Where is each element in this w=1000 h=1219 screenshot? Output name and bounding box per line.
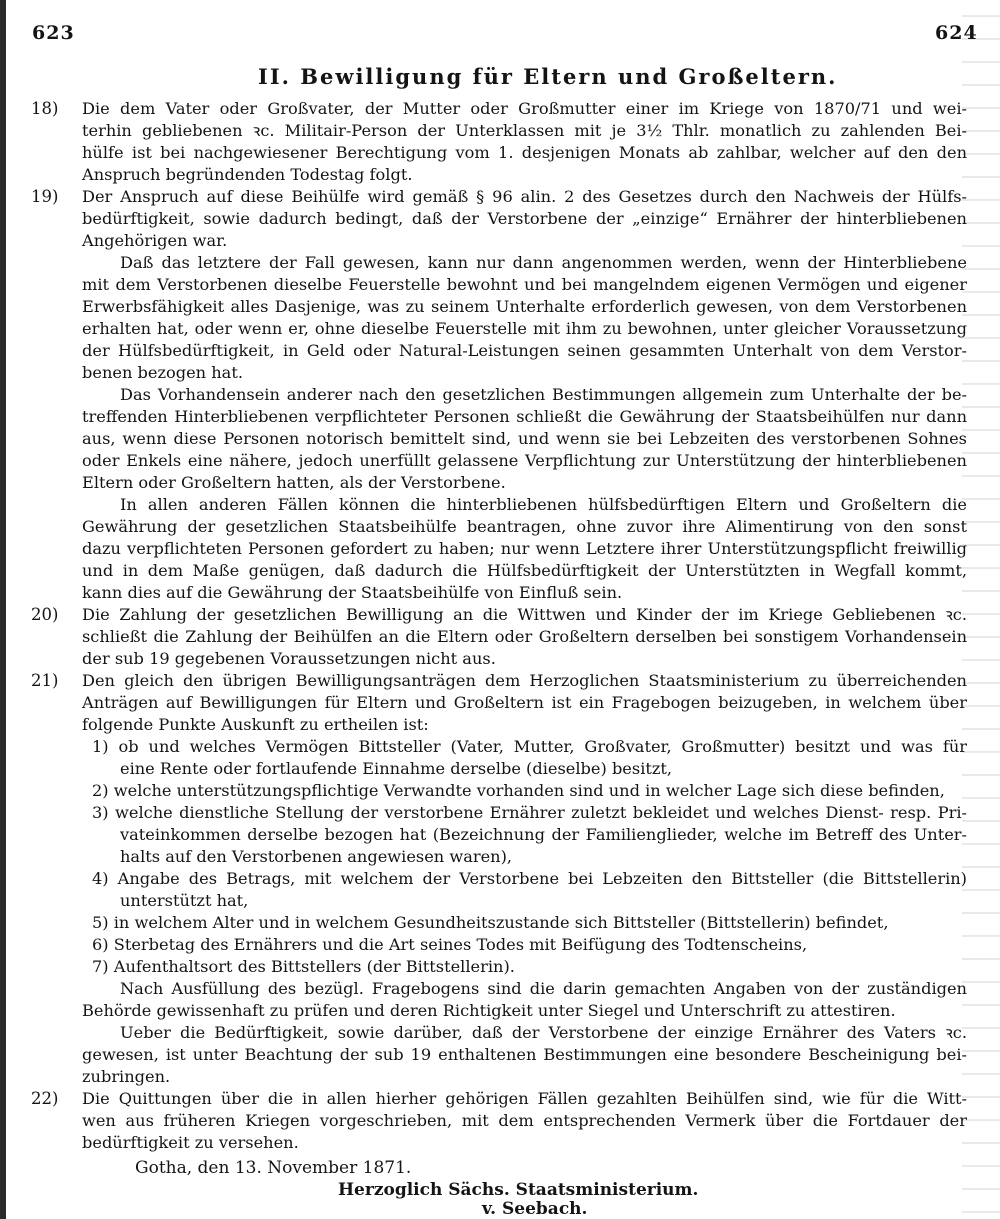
list-item: unterstützt hat, [120, 891, 249, 910]
text-line: aus, wenn diese Personen notorisch bemittelt sind, und wenn sie bei Lebzeiten des verstorbenen Sohnes [82, 429, 967, 448]
list-item: 6) Sterbetag des Ernährers und die Art seines Todes mit Beifügung des Todtenscheins, [92, 935, 808, 954]
text-line: Nach Ausfüllung des bezügl. Fragebogens sind die darin gemachten Angaben von der zuständigen [120, 979, 967, 998]
text-line: Die Quittungen über die in allen hierher gehörigen Fällen gezahlten Beihülfen sind, wie für die Witt- [82, 1089, 967, 1108]
text-line: gewesen, ist unter Beachtung der sub 19 enthaltenen Bestimmungen eine besondere Bescheinigung bei- [82, 1045, 967, 1064]
text-line: Erwerbsfähigkeit alles Dasjenige, was zu seinem Unterhalte erforderlich gewesen, von dem Verstorbenen [82, 297, 967, 316]
text-line: Den gleich den übrigen Bewilligungsanträgen dem Herzoglichen Staatsministerium zu überreichenden [82, 671, 967, 690]
text-line: erhalten hat, oder wenn er, ohne dieselbe Feuerstelle mit ihm zu bewohnen, unter gleicher Voraussetzung [82, 319, 967, 338]
list-item: 1) ob und welches Vermögen Bittsteller (Vater, Mutter, Großvater, Großmutter) besitzt und was für [92, 737, 967, 756]
issuing-authority: Herzoglich Sächs. Staatsministerium. [338, 1180, 699, 1200]
text-line: folgende Punkte Auskunft zu ertheilen ist: [82, 715, 429, 734]
list-item: eine Rente oder fortlaufende Einnahme derselbe (dieselbe) besitzt, [120, 759, 673, 778]
section-heading: II. Bewilligung für Eltern und Großeltern. [258, 64, 838, 89]
text-line: Anträgen auf Bewilligungen für Eltern und Großeltern ist ein Fragebogen beizugeben, in welchem über [82, 693, 967, 712]
signature: v. Seebach. [482, 1199, 588, 1219]
text-line: Anspruch begründenden Todestag folgt. [82, 165, 413, 184]
text-line: kann dies auf die Gewährung der Staatsbeihülfe von Einfluß sein. [82, 583, 623, 602]
text-line: Daß das letztere der Fall gewesen, kann nur dann angenommen werden, wenn der Hinterbliebene [120, 253, 967, 272]
text-line: zubringen. [82, 1067, 171, 1086]
text-line: bedürftigkeit, sowie dadurch bedingt, daß der Verstorbene der „einzige“ Ernährer der hinterbliebenen [82, 209, 967, 228]
text-line: Gewährung der gesetzlichen Staatsbeihülfe beantragen, ohne zuvor ihre Alimentirung von den sonst [82, 517, 967, 536]
text-line: und in dem Maße genügen, daß dadurch die Hülfsbedürftigkeit der Unterstützten in Wegfall kommt, [82, 561, 967, 580]
place-date: Gotha, den 13. November 1871. [135, 1158, 412, 1178]
bleed-through [962, 0, 1000, 1219]
text-line: der sub 19 gegebenen Voraussetzungen nicht aus. [82, 649, 496, 668]
text-line: Der Anspruch auf diese Beihülfe wird gemäß § 96 alin. 2 des Gesetzes durch den Nachweis der Hülfs- [82, 187, 967, 206]
paragraph-number: 22) [31, 1089, 59, 1108]
text-line: Ueber die Bedürftigkeit, sowie darüber, daß der Verstorbene der einzige Ernährer des Vaters ꝛc. [120, 1023, 967, 1042]
page-edge [0, 0, 6, 1219]
paragraph-number: 21) [31, 671, 59, 690]
list-item: halts auf den Verstorbenen angewiesen waren), [120, 847, 513, 866]
text-line: Die dem Vater oder Großvater, der Mutter oder Großmutter einer im Kriege von 1870/71 und wei- [82, 99, 967, 118]
text-line: hülfe ist bei nachgewiesener Berechtigung vom 1. desjenigen Monats ab zahlbar, welcher auf den den [82, 143, 967, 162]
list-item: 7) Aufenthaltsort des Bittstellers (der Bittstellerin). [92, 957, 515, 976]
paragraph-number: 18) [31, 99, 59, 118]
text-line: Eltern oder Großeltern hatten, als der Verstorbene. [82, 473, 506, 492]
text-line: Angehörigen war. [82, 231, 228, 250]
text-line: treffenden Hinterbliebenen verpflichteter Personen schließt die Gewährung der Staatsbeihülfen nur dann [82, 407, 967, 426]
text-line: benen bezogen hat. [82, 363, 243, 382]
list-item: 3) welche dienstliche Stellung der verstorbene Ernährer zuletzt bekleidet und welches Dienst- resp. Pri- [92, 803, 967, 822]
text-line: bedürftigkeit zu versehen. [82, 1133, 299, 1152]
list-item: vateinkommen derselbe bezogen hat (Bezeichnung der Familienglieder, welche im Betreff des Unter- [120, 825, 967, 844]
paragraph-number: 20) [31, 605, 59, 624]
text-line: schließt die Zahlung der Beihülfen an die Eltern oder Großeltern derselben bei sonstigem Vorhandensein [82, 627, 967, 646]
page-number-left: 623 [32, 22, 75, 44]
page-number-right: 624 [935, 22, 978, 44]
text-line: oder Enkels eine nähere, jedoch unerfüllt gelassene Verpflichtung zur Unterstützung der hinterbliebenen [82, 451, 967, 470]
paragraph-number: 19) [31, 187, 59, 206]
list-item: 2) welche unterstützungspflichtige Verwandte vorhanden sind und in welcher Lage sich diese befinden, [92, 781, 945, 800]
text-line: Behörde gewissenhaft zu prüfen und deren Richtigkeit unter Siegel und Unterschrift zu attestiren. [82, 1001, 896, 1020]
text-line: terhin gebliebenen ꝛc. Militair-Person der Unterklassen mit je 3½ Thlr. monatlich zu zahlenden Bei- [82, 121, 967, 140]
text-line: mit dem Verstorbenen dieselbe Feuerstelle bewohnt und bei mangelndem eigenen Vermögen und eigener [82, 275, 967, 294]
text-line: Das Vorhandensein anderer nach den gesetzlichen Bestimmungen allgemein zum Unterhalte der be- [120, 385, 967, 404]
text-line: wen aus früheren Kriegen vorgeschrieben, mit dem entsprechenden Vermerk über die Fortdauer der [82, 1111, 967, 1130]
list-item: 4) Angabe des Betrags, mit welchem der Verstorbene bei Lebzeiten den Bittsteller (die Bittstellerin) [92, 869, 967, 888]
list-item: 5) in welchem Alter und in welchem Gesundheitszustande sich Bittsteller (Bittstellerin) befindet, [92, 913, 889, 932]
text-line: In allen anderen Fällen können die hinterbliebenen hülfsbedürftigen Eltern und Großeltern die [120, 495, 967, 514]
text-line: der Hülfsbedürftigkeit, in Geld oder Natural-Leistungen seinen gesammten Unterhalt von dem Verstor- [82, 341, 967, 360]
text-line: Die Zahlung der gesetzlichen Bewilligung an die Wittwen und Kinder der im Kriege Gebliebenen ꝛc. [82, 605, 967, 624]
text-line: dazu verpflichteten Personen gefordert zu haben; nur wenn Letztere ihrer Unterstützungspflicht freiwillig [82, 539, 967, 558]
